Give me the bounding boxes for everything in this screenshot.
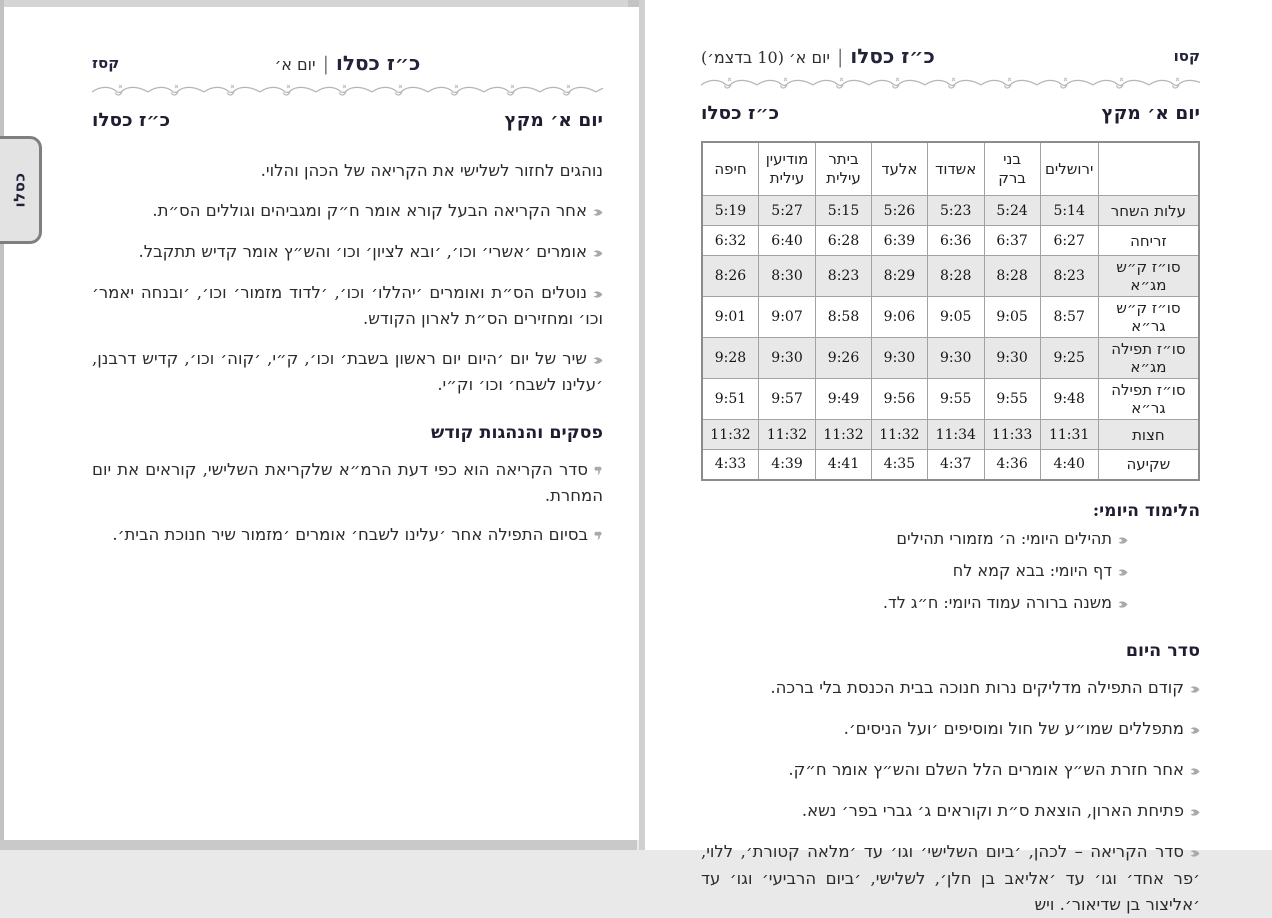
page-edge-top [0,0,637,7]
page-edge-bottom [0,840,637,850]
psakim-paragraph: סדר הקריאה הוא כפי דעת הרמ״א שלקריאת השלישי, קוראים את יום המחרת. [92,460,603,505]
city-header: חיפה [702,142,758,196]
time-cell: 9:05 [984,297,1040,338]
limud-item: משנה ברורה עמוד היומי: ח״ג לד. [701,590,1200,617]
city-header: מודיעין עילית [758,142,815,196]
header-day: יום א׳ [274,55,316,74]
page-title [92,51,603,75]
day-subheader [92,110,603,131]
leaf-bullet-icon [1189,840,1200,866]
header-date: כ״ז כסלו [850,44,935,68]
intro-paragraph: נוהגים לחזור לשלישי את הקריאה של הכהן והלוי. [260,161,603,180]
seder-item: סדר הקריאה – לכהן, ׳ביום השלישי׳ וגו׳ עד ׳מלאה קטורת׳, ללוי, ׳פר אחד׳ וגו׳ עד ׳אליאב בן חלן׳, לשלישי, ׳ביום הרביעי׳ וגו׳ עד ׳אליצור בן שדיאור׳. ויש [701,841,1200,914]
bullet-paragraph: שיר של יום ׳היום יום ראשון בשבת׳ וכו׳, ק״י, ׳קוה׳ וכו׳, קדיש דרבנן, ׳עלינו לשבח׳ וכו׳ וק״י. [92,349,603,394]
time-cell: 8:57 [1040,297,1098,338]
zman-label: סו״ז תפילה גר״א [1098,379,1199,420]
bullet-paragraph: אומרים ׳אשרי׳ וכו׳, ׳ובא לציון׳ וכו׳ והש״ץ אומר קדיש תתקבל. [92,239,603,265]
limud-item: תהילים היומי: ה׳ מזמורי תהילים [701,526,1200,553]
leaf-bullet-icon [1117,559,1128,585]
time-cell: 11:32 [871,420,927,450]
time-cell: 4:36 [984,450,1040,480]
time-cell: 6:28 [816,226,872,256]
time-cell: 4:39 [758,450,815,480]
zman-row [702,196,1199,226]
seder-hayom-heading: סדר היום [1125,640,1200,661]
time-cell: 9:06 [871,297,927,338]
time-cell: 9:30 [758,338,815,379]
time-cell: 5:24 [984,196,1040,226]
leaf-bullet-icon [1117,527,1128,553]
city-header: ביתר עילית [816,142,872,196]
leaf-bullet-icon [592,347,603,372]
time-cell: 9:07 [758,297,815,338]
zman-row [702,297,1199,338]
zman-label: סו״ז תפילה מג״א [1098,338,1199,379]
time-cell: 5:27 [758,196,815,226]
zman-label: עלות השחר [1098,196,1199,226]
date-title: כ״ז כסלו [92,110,171,131]
zman-label: זריחה [1098,226,1199,256]
left-bullet-list [92,198,603,397]
bullet-paragraph: נוטלים הס״ת ואומרים ׳יהללו׳ וכו׳, ׳לדוד מזמור׳ וכו׳, ׳ובנחה יאמר׳ וכו׳ ומחזירים הס״ת לארון הקודש. [92,283,603,328]
leaf-bullet-icon [1189,676,1200,702]
month-tab[interactable] [0,136,42,244]
time-cell: 11:34 [927,420,984,450]
right-page-header [701,44,1200,74]
limud-item: דף היומי: בבא קמא לח [701,558,1200,585]
city-header: ירושלים [1040,142,1098,196]
header-date: כ״ז כסלו [336,51,421,75]
leaf-bullet-icon [592,281,603,306]
leaf-bullet-icon [1189,758,1200,784]
time-cell: 4:37 [927,450,984,480]
header-separator: | [322,53,329,75]
time-cell: 11:32 [816,420,872,450]
time-cell: 9:28 [702,338,758,379]
time-cell: 11:32 [702,420,758,450]
floral-bullet-icon [593,523,603,548]
right-page [645,0,1272,914]
time-cell: 5:15 [816,196,872,226]
corner-cell [1098,142,1199,196]
time-cell: 9:01 [702,297,758,338]
time-cell: 8:58 [816,297,872,338]
leaf-bullet-icon [1117,591,1128,617]
time-cell: 5:23 [927,196,984,226]
time-cell: 8:28 [984,256,1040,297]
time-cell: 11:33 [984,420,1040,450]
zman-row [702,420,1199,450]
time-cell: 9:30 [927,338,984,379]
time-cell: 11:31 [1040,420,1098,450]
time-cell: 6:36 [927,226,984,256]
time-cell: 9:49 [816,379,872,420]
zman-row [702,256,1199,297]
psakim-heading: פסקים והנהגות קודש [430,423,603,443]
zman-row [702,226,1199,256]
seder-item: אחר חזרת הש״ץ אומרים הלל השלם והש״ץ אומר ח״ק. [701,757,1200,784]
zman-row [702,338,1199,379]
time-cell: 8:26 [702,256,758,297]
time-cell: 9:48 [1040,379,1098,420]
time-cell: 5:26 [871,196,927,226]
seder-item: קודם התפילה מדליקים נרות חנוכה בבית הכנסת בלי ברכה. [701,675,1200,702]
page-number: קסו [1173,47,1200,65]
zmanim-table [701,141,1200,481]
time-cell: 9:55 [927,379,984,420]
city-header: אלעד [871,142,927,196]
time-cell: 6:37 [984,226,1040,256]
time-cell: 8:23 [1040,256,1098,297]
time-cell: 4:40 [1040,450,1098,480]
time-cell: 8:29 [871,256,927,297]
month-tab-label: כסלו [10,172,29,208]
header-day: יום א׳ (10 בדצמ׳) [701,48,830,67]
time-cell: 6:39 [871,226,927,256]
day-title: יום א׳ מקץ [1101,103,1200,124]
time-cell: 5:19 [702,196,758,226]
day-subheader [701,103,1200,124]
time-cell: 5:14 [1040,196,1098,226]
left-page [4,7,639,840]
psakim-paragraph: בסיום התפילה אחר ׳עלינו לשבח׳ אומרים ׳מזמור שיר חנוכת הבית׳. [92,522,603,548]
leaf-bullet-icon [592,199,603,224]
city-header: אשדוד [927,142,984,196]
city-header: בני ברק [984,142,1040,196]
time-cell: 8:30 [758,256,815,297]
limud-heading: הלימוד היומי: [1092,500,1200,521]
time-cell: 9:25 [1040,338,1098,379]
ornament-divider [92,84,603,98]
time-cell: 9:05 [927,297,984,338]
time-cell: 6:27 [1040,226,1098,256]
limud-list [701,526,1200,617]
time-cell: 8:28 [927,256,984,297]
time-cell: 11:32 [758,420,815,450]
leaf-bullet-icon [1189,799,1200,825]
floral-bullet-icon [593,458,603,483]
time-cell: 9:26 [816,338,872,379]
time-cell: 4:35 [871,450,927,480]
seder-hayom-list [701,675,1200,918]
time-cell: 9:51 [702,379,758,420]
time-cell: 6:40 [758,226,815,256]
time-cell: 4:41 [816,450,872,480]
page-title [701,44,1200,68]
day-title: יום א׳ מקץ [504,110,603,131]
time-cell: 8:23 [816,256,872,297]
time-cell: 9:30 [871,338,927,379]
seder-item: פתיחת הארון, הוצאת ס״ת וקוראים ג׳ גברי בפר׳ נשא. [701,798,1200,825]
bullet-paragraph: אחר הקריאה הבעל קורא אומר ח״ק ומגביהים וגוללים הס״ת. [92,198,603,224]
left-page-header [92,51,603,81]
time-cell: 9:56 [871,379,927,420]
seder-item: מתפללים שמו״ע של חול ומוסיפים ׳ועל הניסים׳. [701,716,1200,743]
time-cell: 9:57 [758,379,815,420]
time-cell: 9:55 [984,379,1040,420]
time-cell: 6:32 [702,226,758,256]
leaf-bullet-icon [1189,717,1200,743]
zman-row [702,379,1199,420]
zman-label: סו״ז ק״ש מג״א [1098,256,1199,297]
page-number: קסז [92,54,120,72]
zman-label: סו״ז ק״ש גר״א [1098,297,1199,338]
time-cell: 4:33 [702,450,758,480]
leaf-bullet-icon [592,240,603,265]
zman-label: חצות [1098,420,1199,450]
ornament-divider [701,77,1200,91]
psakim-list [92,457,603,548]
date-title: כ״ז כסלו [701,103,780,124]
zman-row [702,450,1199,480]
zman-label: שקיעה [1098,450,1199,480]
time-cell: 9:30 [984,338,1040,379]
header-separator: | [837,46,844,68]
